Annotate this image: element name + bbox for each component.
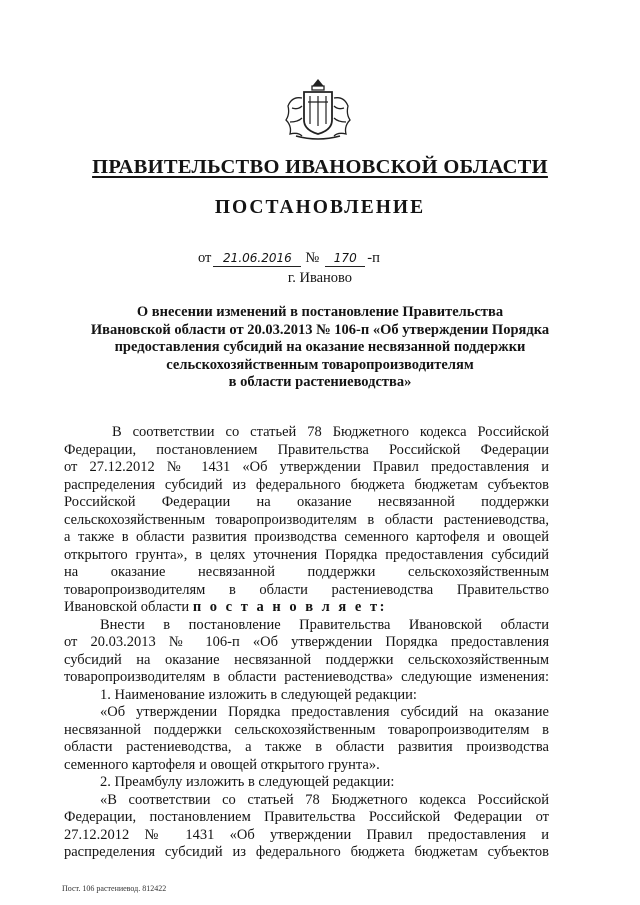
body-line-text: Ивановской области <box>64 599 190 615</box>
body-line: «Об утверждении Порядка предоставления субсидий на оказание <box>100 704 549 720</box>
body-line: В соответствии со статьей 78 Бюджетного кодекса Российской <box>112 424 549 440</box>
body-line: семенного картофеля и овощей открытого грунта». <box>64 756 380 773</box>
subject-line: сельскохозяйственным товаропроизводителям <box>166 356 474 373</box>
decree-date: 21.06.2016 <box>213 251 301 267</box>
footer-file-ref: Пост. 106 растениевод. 812422 <box>62 884 167 893</box>
body-line: 27.12.2012 № 1431 «Об утверждении Правил предоставления и <box>64 826 549 843</box>
government-title: ПРАВИТЕЛЬСТВО ИВАНОВСКОЙ ОБЛАСТИ <box>92 156 548 178</box>
body-line: субсидий на оказание несвязанной поддержки сельскохозяйственным <box>64 651 549 668</box>
subject-line: О внесении изменений в постановление Правительства <box>136 304 504 320</box>
body-line: товаропроизводителям в области растениеводства Правительство <box>64 581 549 598</box>
body-line: «В соответствии со статьей 78 Бюджетного кодекса Российской <box>100 791 549 808</box>
body-line: товаропроизводителям в области растениеводства» следующие изменения: <box>64 669 549 685</box>
body-line: а также в области развития производства семенного картофеля и овощей <box>64 529 549 545</box>
body-line: области растениеводства, а также в области развития производства <box>64 739 549 755</box>
body-line: сельскохозяйственным товаропроизводителям в области растениеводства, <box>64 511 549 528</box>
body-line: 2. Преамбулу изложить в следующей редакции: <box>100 774 395 790</box>
subject-line: предоставления субсидий на оказание несвязанной поддержки <box>114 339 526 356</box>
coat-of-arms-emblem <box>282 78 354 140</box>
decree-date-line <box>198 250 380 267</box>
body-line: Российской Федерации на оказание несвязанной поддержки <box>64 494 549 510</box>
subject-line: Ивановской области от 20.03.2013 № 106-п «Об утверждении Порядка <box>90 321 550 338</box>
date-prefix: от <box>198 250 212 266</box>
decree-title: ПОСТАНОВЛЕНИЕ <box>214 197 426 218</box>
body-line <box>64 599 549 617</box>
body-line: Внести в постановление Правительства Ивановской области <box>100 616 549 633</box>
body-line: несвязанной поддержки сельскохозяйственным товаропроизводителям в <box>64 721 549 738</box>
body-line: распределения субсидий из федерального бюджета бюджетам субъектов <box>64 476 549 493</box>
resolves-word: п о с т а н о в л я е т: <box>192 599 387 615</box>
decree-subject <box>60 304 580 392</box>
body-line: на оказание несвязанной поддержки сельскохозяйственным <box>64 564 549 580</box>
decree-body <box>64 424 549 862</box>
body-line: 1. Наименование изложить в следующей редакции: <box>100 686 417 703</box>
city: г. Иваново <box>287 270 353 286</box>
body-line: от 27.12.2012 № 1431 «Об утверждении Правил предоставления и <box>64 459 549 475</box>
body-line: Федерации, постановлением Правительства Российской Федерации <box>64 441 549 458</box>
decree-number: 170 <box>325 251 365 267</box>
body-line: Федерации, постановлением Правительства Российской Федерации от <box>64 809 549 825</box>
number-suffix: -п <box>367 250 380 266</box>
body-line: распределения субсидий из федерального бюджета бюджетам субъектов <box>64 844 549 860</box>
body-line: от 20.03.2013 № 106-п «Об утверждении Порядка предоставления <box>64 634 549 650</box>
body-line: открытого грунта», в целях уточнения Порядка предоставления субсидий <box>64 546 549 563</box>
number-sign: № <box>305 250 320 266</box>
subject-line: в области растениеводства» <box>228 374 412 391</box>
